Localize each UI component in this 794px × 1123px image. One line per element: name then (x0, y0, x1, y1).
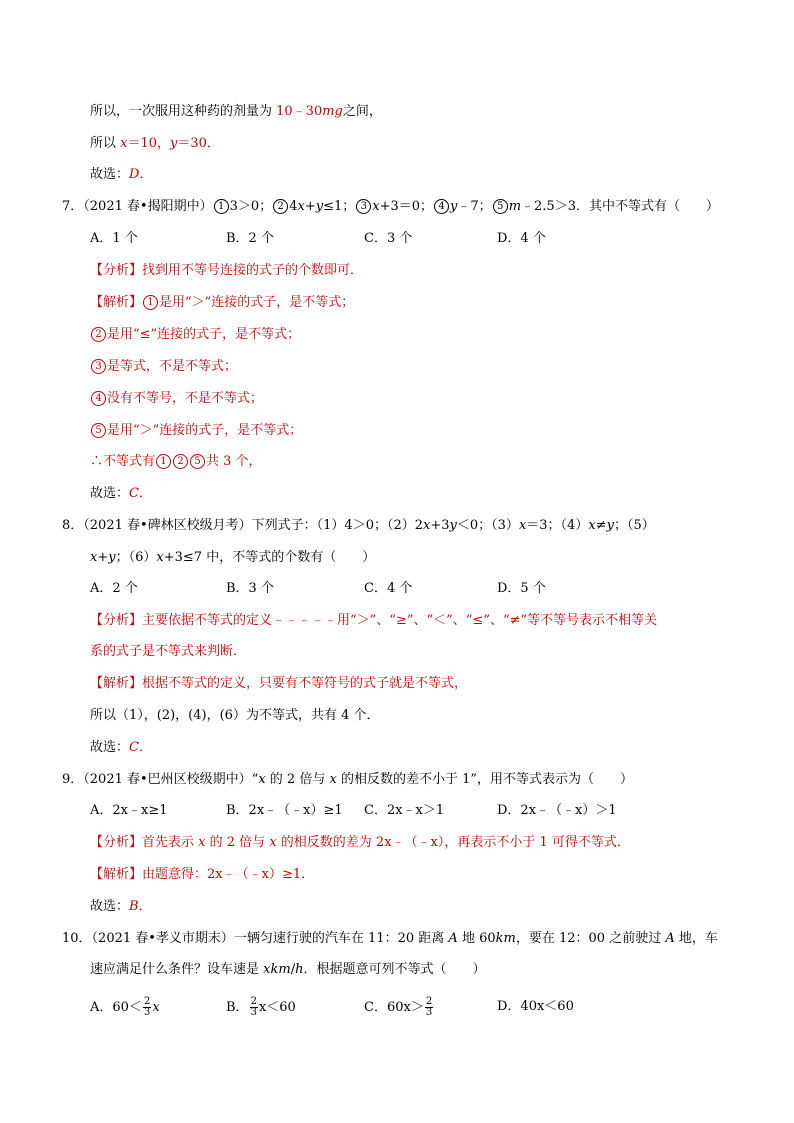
text: ；（6） (115, 550, 157, 565)
answer-label: 故选： (90, 899, 130, 914)
analysis-tag: 【分析】 (90, 613, 143, 628)
q8-solution-2 (90, 706, 379, 726)
q8-option-d: D．5 个 (497, 581, 546, 596)
text: 没有不等号，不是不等式； (107, 391, 264, 406)
text: 所以（1），(2)，(4)，(6）为不等式，共有 4 个． (90, 708, 380, 723)
text: 4 (289, 199, 298, 214)
unit: xkm (263, 962, 291, 977)
unit-mg: mg (322, 104, 343, 119)
q7-solution-1 (90, 293, 354, 313)
q7-stem (62, 197, 719, 217)
q10-option-c (364, 997, 434, 1018)
q10-stem-2 (90, 960, 485, 980)
text: + (304, 199, 316, 214)
text: +3 (430, 518, 450, 533)
q8-solution-1 (90, 674, 467, 694)
q9-option-c: C．2x﹣x＞1 (364, 803, 445, 818)
answer-label: 故选： (90, 167, 130, 182)
answer-label: 故选： (90, 486, 130, 501)
q6-answer-line (90, 165, 152, 185)
fraction (250, 997, 258, 1018)
q7-answer (90, 484, 152, 504)
text: 根据不等式的定义，只要有不等符号的式子就是不等式， (142, 676, 468, 691)
denominator: 3 (425, 1007, 433, 1018)
text: ． (138, 486, 152, 501)
var: x (518, 518, 527, 533)
circled-number: 1 (214, 199, 229, 214)
text: 所以，一次服用这种药的剂量为 (90, 104, 277, 119)
q9-answer (90, 897, 152, 917)
text: x＜60 (258, 1000, 296, 1015)
text: 的相反数的差为 (276, 835, 376, 850)
var: y (315, 199, 324, 214)
text: C．60x＞ (364, 1000, 424, 1015)
circled-number: 2 (173, 454, 188, 469)
solution-tag: 【解析】 (90, 867, 143, 882)
q10-option-a (90, 997, 160, 1018)
denominator: 3 (143, 1007, 151, 1018)
q7-option-b: B．2 个 (226, 231, 274, 246)
text: 是等式，不是不等式； (107, 359, 238, 374)
q8-option-c: C．4 个 (364, 581, 413, 596)
circled-number: 3 (91, 359, 106, 374)
q7-solution-3 (90, 357, 237, 377)
var: x (588, 518, 596, 533)
q6-values-line (90, 134, 220, 154)
text: 速应满足什么条件？设车速是 (90, 962, 264, 977)
text: 3＞0； (229, 199, 273, 214)
var: x (297, 199, 305, 214)
value-y: ＝30． (177, 136, 220, 151)
text: 10．（2021 春•孝义市期末）一辆匀速行驶的汽车在 11：20 距离 (62, 931, 449, 946)
var: x (329, 772, 337, 787)
text: ∴不等式有 (90, 454, 156, 469)
circled-number: 1 (143, 295, 158, 310)
q7-option-a: A．1 个 (90, 231, 138, 246)
text: ；（5） (613, 518, 655, 533)
q7-solution-4 (90, 389, 263, 409)
text: +3＝0； (379, 199, 434, 214)
value-x: ＝10， (127, 136, 171, 151)
expression: 2x﹣（﹣x） (375, 835, 445, 850)
q8-answer (90, 738, 152, 758)
text: 共 3 个， (206, 454, 262, 469)
var: A (665, 931, 675, 946)
q7-option-d: D．4 个 (497, 231, 546, 246)
answer-choice: C (129, 740, 139, 755)
var: x (198, 835, 206, 850)
answer-choice: B (129, 899, 139, 914)
text: 是用“≤”连接的式子，是不等式； (107, 327, 301, 342)
circled-number: 5 (190, 454, 205, 469)
q8-option-b: B．3 个 (226, 581, 274, 596)
denominator: 3 (250, 1007, 257, 1018)
text: 之间， (342, 104, 382, 119)
q6-conclusion-line (90, 102, 382, 122)
text: ，要在 12：00 之前驶过 (515, 931, 666, 946)
q9-stem (62, 770, 633, 790)
text: + (97, 550, 109, 565)
circled-number: 5 (91, 423, 106, 438)
text: 主要依据不等式的定义﹣﹣﹣﹣﹣用“＞”、“≥”、“＜”、“≤”、“≠”等不等号表示不相等关 (142, 613, 658, 628)
var: y (450, 199, 458, 214)
circled-number: 2 (273, 199, 288, 214)
q7-number: 7．（2021 春•揭阳期中） (62, 199, 213, 214)
text: 地 60 (457, 931, 496, 946)
text: 的 2 倍与 (265, 772, 330, 787)
q7-solution-5 (90, 421, 302, 441)
analysis-text: 找到用不等号连接的式子的个数即可． (142, 263, 364, 278)
text: 9．（2021 春•巴州区校级期中）“ (62, 772, 259, 787)
circled-number: 4 (434, 199, 449, 214)
text: ．根据题意可列不等式（ ） (303, 962, 486, 977)
q10-stem-1 (62, 929, 718, 949)
text: ≤1； (323, 199, 356, 214)
text: 系的式子是不等式来判断． (90, 644, 247, 659)
text: ． (138, 740, 152, 755)
text: ﹣7； (457, 199, 492, 214)
analysis-tag: 【分析】 (90, 835, 143, 850)
q7-solution-6 (90, 452, 262, 472)
answer-choice: D (129, 167, 140, 182)
circled-number: 2 (91, 327, 106, 342)
q8-option-a: A．2 个 (90, 581, 138, 596)
q7-analysis (90, 261, 363, 281)
var: x (258, 772, 266, 787)
q7-option-c: C．3 个 (364, 231, 413, 246)
var: x (372, 199, 380, 214)
text: ＜0；（3） (456, 518, 519, 533)
numerator: 2 (143, 996, 151, 1007)
answer-choice: C (129, 486, 139, 501)
numerator: 2 (250, 996, 257, 1007)
q8-stem-2 (90, 548, 375, 568)
var: y (108, 550, 116, 565)
var: x (152, 1000, 160, 1015)
text: +3≤7 中，不等式的个数有（ ） (163, 550, 376, 565)
q8-analysis-2 (90, 642, 246, 662)
q9-option-a: A．2x﹣x≥1 (90, 803, 168, 818)
text: 是用“＞”连接的式子，是不等式； (159, 295, 355, 310)
q8-stem-1 (62, 516, 655, 536)
var: y (449, 518, 457, 533)
circled-number: 4 (91, 391, 106, 406)
q10-option-b (226, 997, 296, 1018)
q9-analysis (90, 833, 630, 853)
circled-number: 3 (356, 199, 371, 214)
text: 是用“＞”连接的式子，是不等式； (107, 423, 303, 438)
var-x: x (120, 136, 128, 151)
solution-tag: 【解析】 (90, 676, 143, 691)
text: ，再表示不小于 1 可得不等式． (444, 835, 630, 850)
solution-tag: 【解析】 (90, 295, 143, 310)
fraction (425, 997, 433, 1018)
text: 地，车 (674, 931, 718, 946)
text: 所以 (90, 136, 121, 151)
analysis-tag: 【分析】 (90, 263, 143, 278)
text: 8．（2021 春•碑林区校级月考）下列式子：（1）4＞0；（2）2 (62, 518, 424, 533)
unit: h (295, 962, 304, 977)
text: ． (138, 899, 152, 914)
text: 的 2 倍与 (205, 835, 270, 850)
var-y: y (170, 136, 178, 151)
expression: 2x﹣（﹣x）≥1． (207, 867, 315, 882)
answer-label: 故选： (90, 740, 130, 755)
var: y (606, 518, 614, 533)
q8-analysis-1 (90, 611, 657, 631)
var: x (90, 550, 98, 565)
text: 由题意得： (142, 867, 208, 882)
var: x (156, 550, 164, 565)
text: B． (226, 1000, 249, 1015)
text: ≠ (595, 518, 607, 533)
text: ﹣2.5＞3．其中不等式有（ ） (521, 199, 719, 214)
text: A．60＜ (90, 1000, 142, 1015)
var: m (508, 199, 522, 214)
var: A (448, 931, 458, 946)
numerator: 2 (425, 996, 433, 1007)
text: / (290, 962, 296, 977)
q10-option-d: D．40x＜60 (497, 999, 574, 1014)
text: 的相反数的差不小于 1”，用不等式表示为（ ） (336, 772, 633, 787)
fraction (143, 997, 151, 1018)
unit: km (495, 931, 516, 946)
circled-number: 1 (156, 454, 171, 469)
text: ． (139, 167, 153, 182)
circled-number: 5 (493, 199, 508, 214)
text: 首先表示 (142, 835, 199, 850)
text: ＝3；（4） (526, 518, 589, 533)
q7-solution-2 (90, 325, 300, 345)
var: x (423, 518, 431, 533)
dose-range: 10﹣30 (276, 104, 323, 119)
q9-option-b: B．2x﹣（﹣x）≥1 (226, 803, 343, 818)
q9-solution (90, 865, 314, 885)
var: x (269, 835, 277, 850)
q9-option-d: D．2x﹣（﹣x）＞1 (497, 803, 617, 818)
